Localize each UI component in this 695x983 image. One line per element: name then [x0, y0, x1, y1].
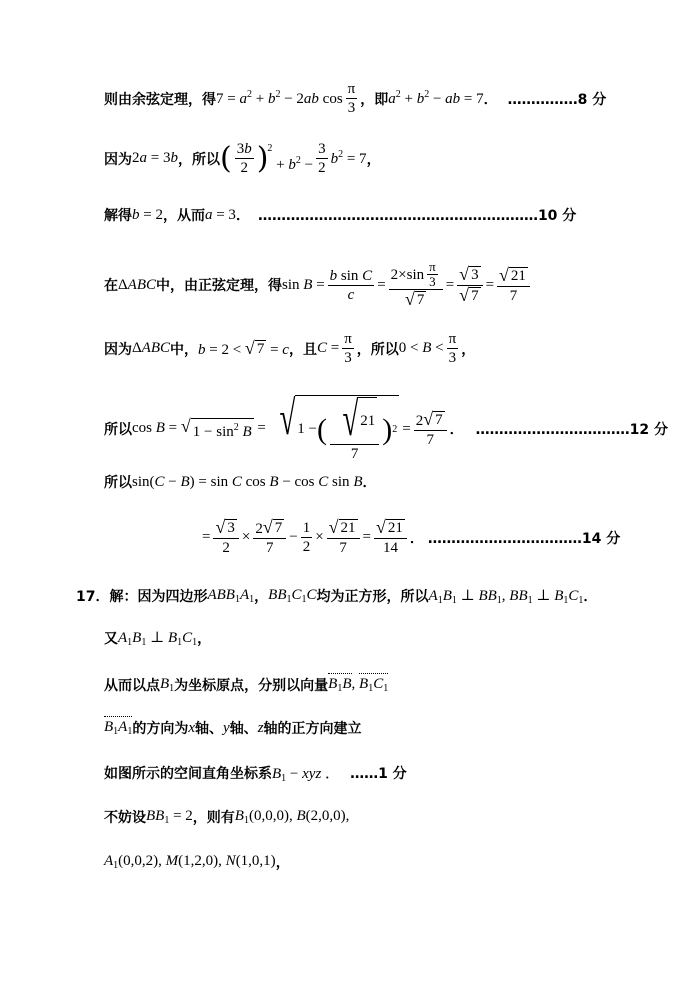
text: 均为正方形，所以 — [316, 589, 429, 605]
line-sine-law — [104, 260, 533, 310]
text: ． — [235, 208, 250, 224]
formula: $b^2 = 7$ — [330, 149, 367, 167]
text: 则由余弦定理，得 — [104, 91, 216, 108]
formula: $BB_1 = 2$ — [146, 808, 193, 826]
score-mark: ……………8 分 — [507, 91, 607, 108]
fraction-sqrt21-14: √ 21 14 — [374, 518, 407, 557]
formula: 2a = 3b — [132, 150, 178, 166]
big-sqrt: √ 1 − ( √ 21 7 ) 2 — [279, 392, 398, 462]
formula: sin B = — [282, 276, 325, 293]
text: ， — [461, 341, 476, 358]
score-mark: ……………………………14 分 — [427, 530, 621, 547]
paren: ) — [256, 140, 269, 176]
formula: sin(C − B) = sin C cos B − cos C sin B — [132, 473, 363, 490]
axis-y: y — [223, 719, 230, 736]
fraction-bsinc-c: $\frac{\text{b sin C}}{c}$ — [329, 267, 373, 303]
line-solve-b — [104, 205, 576, 225]
formula: − — [289, 529, 298, 545]
formula: = — [377, 276, 386, 293]
text: 解：因为四边形 — [109, 589, 208, 605]
formula: ΔABC — [118, 276, 156, 293]
text: 又 — [104, 631, 118, 647]
score-mark: ……………………………12 分 — [475, 422, 669, 438]
text: ，即 — [360, 91, 389, 108]
text: 因为 — [104, 341, 132, 358]
formula: $ABB_1A_1$ — [207, 587, 255, 605]
line-axes — [104, 718, 362, 738]
formula: $A_1B_1$ ⊥ $BB_1$, $BB_1$ ⊥ $B_1C_1$ — [428, 588, 584, 606]
formula: $B_1A_1$ — [104, 719, 133, 737]
formula: = — [402, 420, 411, 437]
fraction-sqrt21-7: √ 21 7 — [327, 518, 360, 557]
formula: 0 < B < — [398, 340, 444, 356]
formula: × — [241, 529, 251, 545]
formula: $B_1$ − xyz ． — [272, 766, 341, 784]
text: 不妨设 — [104, 810, 146, 826]
formula: b = 2 — [132, 206, 163, 223]
text: ． — [362, 475, 377, 491]
fraction-sqrt3-sqrt7: √ 3 √ 7 — [457, 265, 482, 306]
line-cosB — [104, 392, 669, 463]
text: 如图所示的空间直角坐标系 — [104, 766, 272, 782]
score-mark: ……………………………………………………10 分 — [257, 208, 577, 224]
text: ， — [366, 151, 381, 168]
fraction-2sqrt7-7: 2 √ 7 7 — [414, 410, 447, 449]
text: 所以 — [104, 475, 132, 491]
text: 所以 — [104, 422, 132, 438]
line-sin-c-minus-b — [104, 472, 376, 492]
paren: ( — [219, 140, 232, 176]
formula: = — [362, 529, 372, 545]
text: ． — [409, 530, 424, 547]
formula: $7 = a^2 + b^2 - 2ab$ cos — [216, 89, 343, 107]
text: 解得 — [104, 208, 132, 224]
line-because-b-lt-c — [104, 330, 475, 367]
line-also — [104, 628, 211, 648]
line-result — [202, 518, 620, 557]
text: 为坐标原点，分别以向量 — [174, 678, 329, 694]
formula: C = — [316, 340, 340, 356]
question-number: 17． — [76, 589, 110, 605]
text: ，且 — [288, 341, 317, 358]
fraction-pi-3: $\frac{\pi}{3}$ — [448, 331, 457, 366]
formula: $B_1B$, $B_1C_1$ — [328, 676, 389, 694]
formula: = — [445, 276, 455, 293]
formula: $A_1B_1$ ⊥ $B_1C_1$ — [118, 630, 198, 648]
formula: = — [485, 276, 495, 293]
formula: = — [202, 529, 211, 545]
line-because-2a-3b — [104, 140, 381, 177]
text: ，所以 — [177, 151, 220, 168]
fraction-3-2: $\frac{3}{2}$ — [318, 141, 326, 176]
text: 在 — [104, 278, 118, 294]
fraction-sqrt21-7: √ 21 7 — [497, 266, 530, 305]
text: 中， — [170, 341, 198, 358]
text: 从而以点 — [104, 678, 160, 694]
fraction-sqrt3-2: √ 3 2 — [213, 518, 238, 557]
formula: × — [315, 529, 324, 545]
fraction-3b-2: $\frac{3b}{2}$ — [236, 141, 252, 176]
axis-z: z — [257, 719, 264, 736]
line-coord-system — [104, 762, 407, 784]
formula: b = 2 < √ 7 = c — [198, 337, 289, 358]
formula: $A_1(0,0,2)$, M(1,2,0), N(1,0,1) — [104, 853, 276, 871]
text: 轴的正方向建立 — [263, 721, 362, 737]
text: 轴、 — [229, 721, 258, 737]
fraction-1-2: $\frac{1}{2}$ — [302, 520, 311, 555]
score-mark: ……1 分 — [350, 766, 407, 782]
formula: $a^2 + b^2$ − ab = 7 — [388, 89, 484, 107]
text: ， — [275, 855, 290, 871]
line-q17 — [76, 586, 597, 606]
line-assume — [104, 807, 349, 827]
text: ，则有 — [192, 810, 235, 826]
axis-x: x — [188, 719, 196, 736]
text: ，从而 — [162, 208, 205, 224]
text: 的方向为 — [132, 721, 189, 737]
line-cosine-law — [104, 80, 606, 117]
text: 轴、 — [195, 721, 224, 737]
formula: $B_1$ — [160, 676, 175, 694]
text: ， — [254, 589, 269, 605]
fraction-2sinpi3-sqrt7: 2×sin $\frac{\pi}{3}$ √ 7 — [389, 260, 443, 310]
text: ． — [449, 422, 464, 438]
formula: $B_1(0,0,0)$, B(2,0,0), — [234, 808, 350, 826]
text: 因为 — [104, 151, 132, 168]
line-points — [104, 852, 290, 872]
text: ． — [583, 589, 598, 605]
formula: cos B = √ $1 - \sin^2 B$ = — [132, 416, 266, 440]
line-origin — [104, 675, 388, 695]
fraction-2sqrt7-7: 2 √ 7 7 — [253, 518, 286, 557]
fraction-pi-3: $\frac{\pi}{3}$ — [347, 81, 356, 116]
formula: $BB_1C_1C$ — [268, 587, 317, 605]
formula: ΔABC — [132, 340, 170, 356]
fraction-pi-3: $\frac{\pi}{3}$ — [344, 331, 352, 366]
text: 中，由正弦定理，得 — [156, 278, 282, 294]
text: ． — [483, 91, 498, 108]
text: ，所以 — [356, 341, 399, 358]
text: ， — [197, 631, 212, 647]
formula: $^2 + b^2$ − — [267, 143, 314, 173]
formula: a = 3 — [204, 206, 236, 223]
